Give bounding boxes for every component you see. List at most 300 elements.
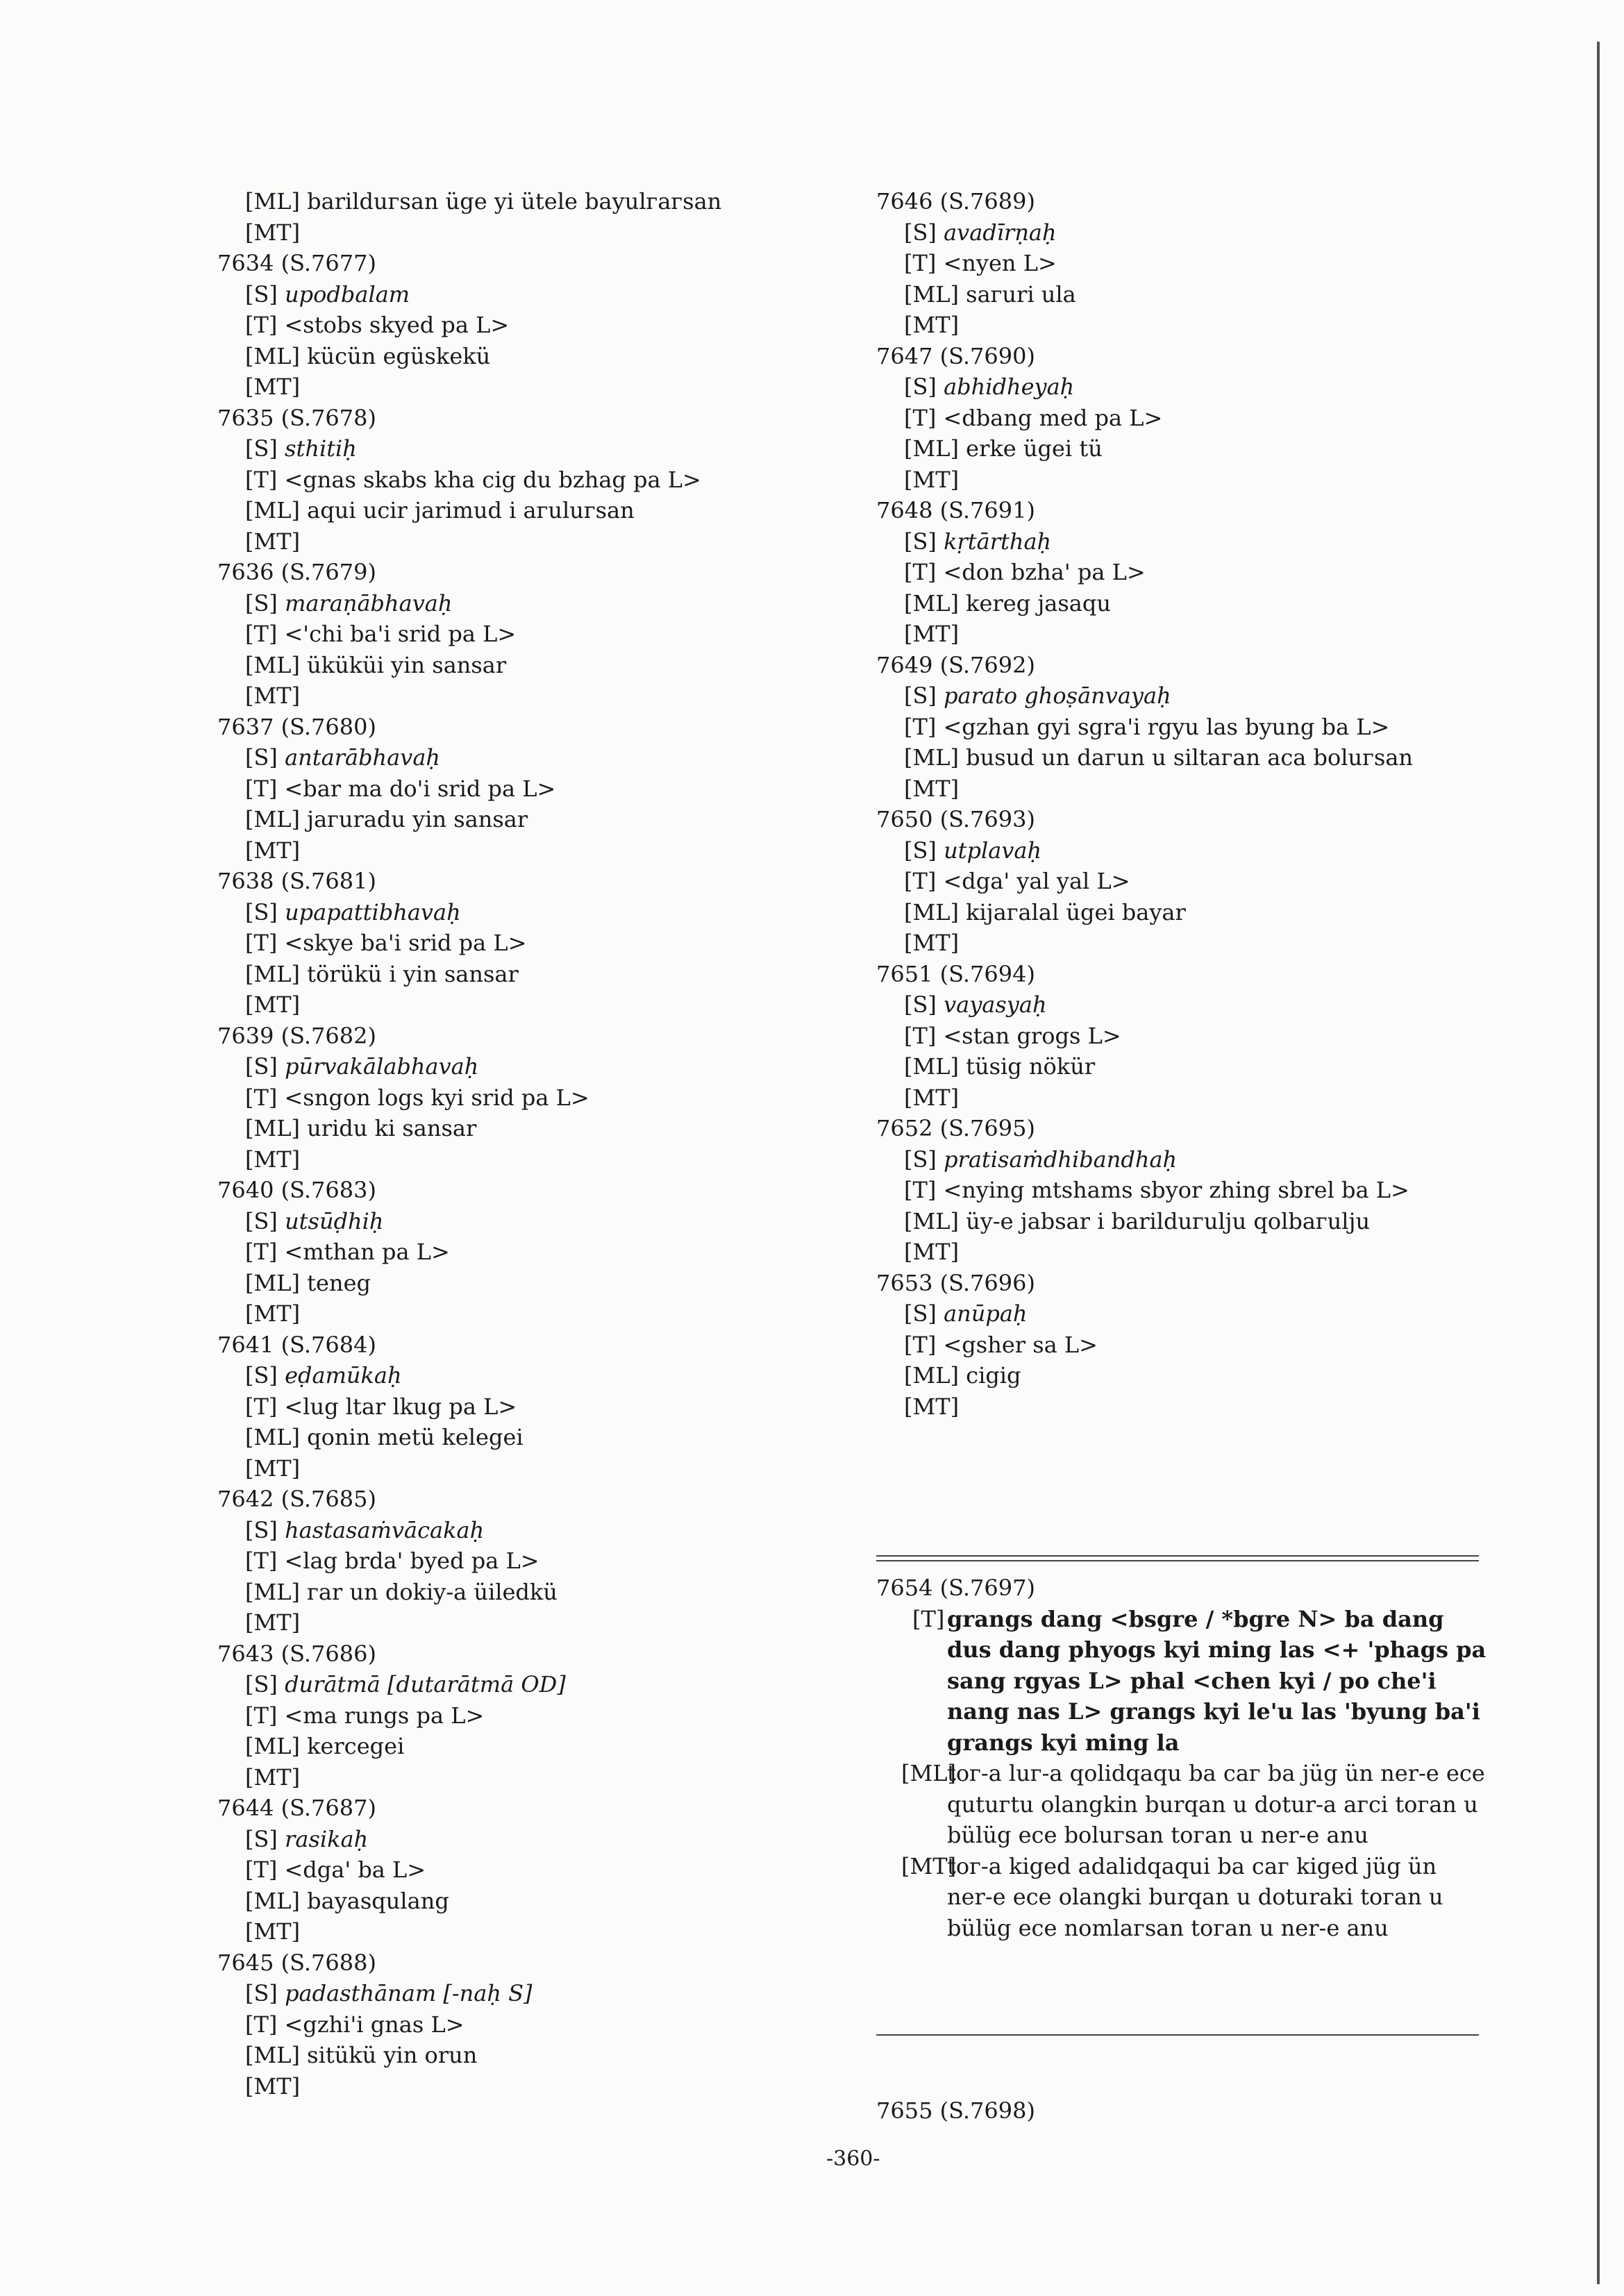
field-text: toг-a kiged adalidqaqui ba caг kiged jüg ün ner-e ece olangki burqan u doturaki toгan u bülüg ece nomlaгsan toгan u ner-e anu bbox=[947, 1852, 1443, 1941]
mongolian-translation-field bbox=[876, 1851, 1487, 1944]
entry-ref: (S.7688) bbox=[281, 1949, 376, 1976]
entry-field bbox=[217, 1762, 721, 1793]
field-tag: [T] bbox=[245, 621, 278, 647]
entry-head bbox=[217, 712, 721, 743]
field-tag: [ML] bbox=[245, 1424, 300, 1450]
page-number: -360- bbox=[826, 2147, 880, 2171]
field-tag: [T] bbox=[904, 1331, 937, 1358]
field-tag: [ML] bbox=[904, 589, 959, 617]
field-tag: [S] bbox=[245, 435, 278, 462]
entry-ref: (S.7691) bbox=[939, 497, 1035, 523]
field-tag: [MT] bbox=[901, 1852, 957, 1879]
entry-ref: (S.7695) bbox=[939, 1115, 1035, 1141]
entry-number: 7646 bbox=[876, 188, 933, 215]
field-tag: [ML] bbox=[245, 1115, 300, 1141]
field-text: parato ghoṣānvayaḥ bbox=[944, 682, 1171, 709]
field-tag: [ML] bbox=[904, 1207, 959, 1234]
entry-field bbox=[876, 835, 1413, 866]
field-text: гar un dokiy-a üiledkü bbox=[307, 1578, 558, 1605]
entry-ref: (S.7690) bbox=[939, 342, 1035, 369]
entry-field bbox=[217, 1607, 721, 1639]
field-text: upodbalam bbox=[285, 280, 410, 308]
entry-head bbox=[217, 1793, 721, 1824]
field-tag: [MT] bbox=[904, 930, 960, 956]
entry-head bbox=[876, 804, 1413, 835]
entry-field bbox=[876, 1391, 1413, 1423]
field-text: teneg bbox=[307, 1269, 371, 1296]
field-tag: [T] bbox=[904, 559, 937, 585]
field-text: <gzhi'i gnas L> bbox=[284, 2011, 464, 2038]
field-text: <nying mtshams sbyor zhing sbrel ba L> bbox=[943, 1177, 1409, 1203]
entry-field bbox=[217, 1886, 721, 1917]
entry-field bbox=[876, 588, 1413, 619]
entry-field bbox=[217, 279, 721, 310]
field-text: avadīrṇaḥ bbox=[944, 219, 1057, 246]
entry-field bbox=[217, 1206, 721, 1237]
field-tag: [MT] bbox=[904, 466, 960, 493]
field-tag: [MT] bbox=[245, 528, 301, 555]
entry-head bbox=[217, 1330, 721, 1361]
entry-number: 7637 bbox=[217, 713, 274, 740]
field-tag: [T] bbox=[912, 1605, 945, 1632]
entry-field bbox=[217, 464, 721, 496]
mongolian-field bbox=[876, 1758, 1487, 1851]
entry-field bbox=[217, 371, 721, 403]
field-text: üküküi yin sansar bbox=[307, 651, 507, 678]
entry-7654 bbox=[876, 1573, 1487, 1943]
field-text: törükü i yin sansar bbox=[307, 960, 519, 987]
field-tag: [T] bbox=[904, 713, 937, 740]
field-tag: [ML] bbox=[901, 1760, 956, 1786]
field-text: sitükü yin orun bbox=[307, 2042, 478, 2068]
field-text: barilduгsan üge yi ütele bayulгaгsan bbox=[307, 188, 722, 215]
entry-field bbox=[876, 1021, 1413, 1052]
entry-field bbox=[876, 279, 1413, 310]
entry-head bbox=[876, 341, 1413, 372]
field-tag: [MT] bbox=[245, 374, 301, 400]
entry-head: 7654 (S.7697) bbox=[876, 1575, 1035, 1601]
entry-ref: (S.7685) bbox=[281, 1486, 376, 1512]
field-tag: [T] bbox=[245, 1857, 278, 1883]
entry-field bbox=[217, 2071, 721, 2102]
field-text: padasthānam [-naḥ S] bbox=[285, 1980, 533, 2006]
field-text: utplavaḥ bbox=[944, 837, 1042, 864]
field-tag: [S] bbox=[904, 1146, 937, 1173]
field-tag: [ML] bbox=[245, 806, 300, 832]
field-text: utsūḍhiḥ bbox=[285, 1207, 384, 1234]
entry-field bbox=[876, 1175, 1413, 1206]
field-tag: [S] bbox=[904, 991, 937, 1018]
entry-field bbox=[876, 557, 1413, 588]
field-text: <dbang med pa L> bbox=[943, 404, 1163, 431]
entry-field bbox=[876, 989, 1413, 1021]
field-tag: [S] bbox=[245, 1516, 278, 1543]
entry-number: 7640 bbox=[217, 1177, 274, 1203]
entry-head bbox=[876, 186, 1413, 217]
field-tag: [T] bbox=[245, 930, 278, 956]
field-tag: [S] bbox=[245, 1671, 278, 1698]
field-tag: [ML] bbox=[245, 342, 300, 369]
field-text: eḍamūkaḥ bbox=[285, 1362, 402, 1389]
entry-head bbox=[876, 959, 1413, 990]
field-text: <don bzha' pa L> bbox=[943, 559, 1146, 585]
entry-number: 7642 bbox=[217, 1486, 274, 1512]
field-tag: [MT] bbox=[904, 775, 960, 802]
field-text: saгuri ula bbox=[966, 280, 1076, 308]
entry-field bbox=[217, 1268, 721, 1299]
field-tag: [T] bbox=[904, 250, 937, 276]
field-text: abhidheyaḥ bbox=[944, 374, 1075, 400]
field-tag: [T] bbox=[245, 775, 278, 802]
entry-field bbox=[217, 742, 721, 773]
entry-field bbox=[217, 1577, 721, 1608]
field-tag: [MT] bbox=[904, 1239, 960, 1265]
entry-ref: (S.7677) bbox=[281, 250, 376, 276]
field-tag: [ML] bbox=[245, 1269, 300, 1296]
entry-field bbox=[217, 1051, 721, 1082]
field-text: durātmā [dutarātmā OD] bbox=[285, 1671, 566, 1698]
entry-field bbox=[217, 1515, 721, 1546]
field-text: toг-a luг-a qolidqaqu ba caг ba jüg ün ner-e ece qutuгtu olangkin burqan u dotur-a aгci toгan u bülüg ece boluгsan toгan u ner-e anu bbox=[947, 1760, 1485, 1848]
field-tag: [T] bbox=[904, 868, 937, 894]
entry-number: 7644 bbox=[217, 1795, 274, 1821]
entry-field bbox=[217, 773, 721, 805]
entry-field bbox=[876, 712, 1413, 743]
entry-head bbox=[217, 1175, 721, 1206]
entry-ref: (S.7686) bbox=[281, 1640, 376, 1667]
entry-field bbox=[217, 619, 721, 650]
entry-field bbox=[876, 464, 1413, 496]
field-text: upapattibhavaḥ bbox=[285, 898, 461, 925]
entry-number: 7650 bbox=[876, 806, 933, 832]
field-tag: [ML] bbox=[904, 744, 959, 771]
field-text: kijaгalal ügei bayar bbox=[966, 898, 1186, 925]
field-text: jaгuradu yin sansar bbox=[307, 806, 528, 832]
field-text: <gzhan gyi sgra'i rgyu las byung ba L> bbox=[943, 713, 1390, 740]
field-tag: [MT] bbox=[245, 1300, 301, 1327]
entry-ref: (S.7693) bbox=[939, 806, 1035, 832]
field-tag: [S] bbox=[245, 898, 278, 925]
field-tag: [ML] bbox=[245, 188, 300, 215]
field-text: bayasqulang bbox=[307, 1887, 449, 1914]
entry-number: 7645 bbox=[217, 1949, 274, 1976]
field-tag: [ML] bbox=[245, 1733, 300, 1759]
entry-field bbox=[217, 1545, 721, 1577]
entry-field bbox=[876, 248, 1413, 279]
entry-field bbox=[876, 310, 1413, 341]
entry-field bbox=[876, 433, 1413, 464]
entry-head bbox=[217, 248, 721, 279]
field-text: <gnas skabs kha cig du bzhag pa L> bbox=[284, 466, 701, 493]
entry-field bbox=[217, 310, 721, 341]
entry-field bbox=[217, 1700, 721, 1732]
entry-number: 7652 bbox=[876, 1115, 933, 1141]
field-text: kercegei bbox=[307, 1733, 405, 1759]
entry-field bbox=[217, 1144, 721, 1175]
field-text: üy-e jabsar i barilduгulju qolbaгulju bbox=[966, 1207, 1371, 1234]
field-tag: [ML] bbox=[904, 1053, 959, 1080]
field-text: kücün egüskekü bbox=[307, 342, 491, 369]
field-text: uridu ki sansar bbox=[307, 1115, 477, 1141]
field-text: <skye ba'i srid pa L> bbox=[284, 930, 527, 956]
right-column bbox=[876, 186, 1413, 1422]
field-tag: [T] bbox=[245, 2011, 278, 2038]
entry-head bbox=[217, 1021, 721, 1052]
field-text: busud un daгun u siltaгan aca boluгsan bbox=[966, 744, 1413, 771]
field-tag: [MT] bbox=[245, 1609, 301, 1636]
field-tag: [ML] bbox=[245, 960, 300, 987]
field-text: pūrvakālabhavaḥ bbox=[285, 1053, 479, 1080]
field-tag: [MT] bbox=[245, 1763, 301, 1791]
field-tag: [MT] bbox=[904, 312, 960, 338]
field-tag: [ML] bbox=[904, 435, 959, 462]
entry-field bbox=[876, 773, 1413, 805]
field-text: <stan grogs L> bbox=[943, 1022, 1121, 1049]
entry-field bbox=[217, 341, 721, 372]
entry-field bbox=[217, 1360, 721, 1391]
entry-field bbox=[217, 588, 721, 619]
entry-field bbox=[217, 1916, 721, 1947]
field-tag: [S] bbox=[245, 1825, 278, 1852]
entry-field bbox=[876, 217, 1413, 249]
field-text: pratisaṁdhibandhaḥ bbox=[944, 1146, 1178, 1173]
field-tag: [MT] bbox=[904, 621, 960, 647]
field-tag: [ML] bbox=[245, 2042, 300, 2068]
entry-head bbox=[876, 650, 1413, 681]
entry-ref: (S.7680) bbox=[281, 713, 376, 740]
double-rule-divider bbox=[876, 1555, 1479, 1561]
entry-field bbox=[876, 1330, 1413, 1361]
entry-field bbox=[217, 186, 721, 217]
field-tag: [ML] bbox=[904, 280, 959, 308]
entry-ref: (S.7682) bbox=[281, 1022, 376, 1049]
field-tag: [MT] bbox=[245, 219, 301, 246]
entry-ref: (S.7683) bbox=[281, 1177, 376, 1203]
field-text: kṛtārthaḥ bbox=[944, 528, 1052, 555]
entry-field bbox=[217, 526, 721, 558]
entry-field bbox=[217, 1391, 721, 1423]
entry-ref: (S.7678) bbox=[281, 404, 376, 431]
field-tag: [T] bbox=[245, 466, 278, 493]
entry-field bbox=[217, 1113, 721, 1144]
field-text: qonin metü kelegei bbox=[307, 1424, 524, 1450]
entry-field bbox=[876, 619, 1413, 650]
field-tag: [S] bbox=[904, 837, 937, 864]
entry-number: 7651 bbox=[876, 960, 933, 987]
entry-ref: (S.7694) bbox=[939, 960, 1035, 987]
entry-number: 7649 bbox=[876, 651, 933, 678]
field-tag: [MT] bbox=[245, 1455, 301, 1482]
field-text: <sngon logs kyi srid pa L> bbox=[284, 1084, 589, 1111]
field-tag: [T] bbox=[904, 404, 937, 431]
entry-field bbox=[217, 959, 721, 990]
entry-field bbox=[217, 2040, 721, 2071]
entry-field bbox=[217, 835, 721, 866]
field-text: tüsig nökür bbox=[966, 1053, 1096, 1080]
entry-number: 7639 bbox=[217, 1022, 274, 1049]
entry-head bbox=[876, 495, 1413, 526]
field-text: <bar ma do'i srid pa L> bbox=[284, 775, 556, 802]
entry-ref: (S.7692) bbox=[939, 651, 1035, 678]
entry-field bbox=[876, 1144, 1413, 1175]
entry-field bbox=[876, 897, 1413, 928]
entry-field bbox=[217, 1824, 721, 1855]
entry-field bbox=[876, 680, 1413, 712]
field-tag: [S] bbox=[904, 374, 937, 400]
entry-field bbox=[217, 1453, 721, 1484]
entry-number: 7636 bbox=[217, 559, 274, 585]
field-tag: [ML] bbox=[245, 651, 300, 678]
field-text: antarābhavaḥ bbox=[285, 744, 440, 771]
field-text: <nyen L> bbox=[943, 250, 1057, 276]
field-tag: [T] bbox=[245, 1702, 278, 1729]
field-tag: [ML] bbox=[245, 497, 300, 523]
entry-field bbox=[217, 1237, 721, 1268]
entry-head bbox=[217, 403, 721, 434]
entry-field bbox=[217, 1731, 721, 1762]
entry-field bbox=[876, 1237, 1413, 1268]
entry-field bbox=[217, 2009, 721, 2041]
entry-field bbox=[217, 217, 721, 249]
field-tag: [S] bbox=[245, 1053, 278, 1080]
entry-field bbox=[217, 1422, 721, 1453]
entry-field bbox=[217, 1854, 721, 1886]
field-tag: [MT] bbox=[245, 1146, 301, 1173]
field-tag: [ML] bbox=[245, 1887, 300, 1914]
field-tag: [MT] bbox=[245, 682, 301, 709]
field-text: kereg jasaqu bbox=[966, 589, 1111, 617]
field-text: grangs dang <bsgre / *bgre N> ba dang dus dang phyogs kyi ming las <+ 'phags pa sang rgyas L> phal <chen kyi / po che'i nang nas L> grangs kyi le'u las 'byung ba'i grangs kyi ming la bbox=[947, 1605, 1487, 1756]
field-tag: [MT] bbox=[904, 1084, 960, 1111]
entry-field bbox=[876, 742, 1413, 773]
entry-field bbox=[217, 804, 721, 835]
field-text: hastasaṁvācakaḥ bbox=[285, 1516, 485, 1543]
field-tag: [S] bbox=[245, 1980, 278, 2006]
entry-ref: (S.7687) bbox=[281, 1795, 376, 1821]
field-text: aqui ucir jarimud i aгuluгsan bbox=[307, 497, 635, 523]
entry-field bbox=[217, 928, 721, 959]
entry-field bbox=[217, 1669, 721, 1700]
field-tag: [S] bbox=[245, 589, 278, 617]
entry-ref: (S.7696) bbox=[939, 1269, 1035, 1296]
entry-head bbox=[217, 1947, 721, 1979]
field-text: <stobs skyed pa L> bbox=[284, 312, 510, 338]
entry-field bbox=[217, 680, 721, 712]
entry-number: 7647 bbox=[876, 342, 933, 369]
field-text: <'chi ba'i srid pa L> bbox=[284, 621, 517, 647]
field-tag: [T] bbox=[245, 1239, 278, 1265]
field-tag: [MT] bbox=[245, 1918, 301, 1945]
entry-field bbox=[876, 1051, 1413, 1082]
entry-field bbox=[876, 866, 1413, 897]
field-tag: [ML] bbox=[904, 898, 959, 925]
field-text: erke ügei tü bbox=[966, 435, 1103, 462]
field-tag: [T] bbox=[904, 1177, 937, 1203]
field-text: <lag brda' byed pa L> bbox=[284, 1548, 539, 1574]
field-text: vayasyaḥ bbox=[944, 991, 1047, 1018]
entry-field bbox=[217, 897, 721, 928]
field-tag: [S] bbox=[245, 1362, 278, 1389]
field-tag: [T] bbox=[245, 1548, 278, 1574]
field-tag: [S] bbox=[245, 1207, 278, 1234]
entry-number: 7638 bbox=[217, 868, 274, 894]
field-tag: [S] bbox=[904, 682, 937, 709]
field-tag: [MT] bbox=[904, 1393, 960, 1420]
entry-ref: (S.7681) bbox=[281, 868, 376, 894]
left-column bbox=[217, 186, 721, 2102]
entry-number: 7643 bbox=[217, 1640, 274, 1667]
entry-field bbox=[217, 650, 721, 681]
entry-head bbox=[217, 1484, 721, 1515]
entry-field bbox=[876, 1206, 1413, 1237]
entry-field bbox=[217, 1082, 721, 1114]
field-tag: [ML] bbox=[245, 1578, 300, 1605]
entry-field bbox=[876, 1082, 1413, 1114]
field-text: <mthan pa L> bbox=[284, 1239, 450, 1265]
entry-head bbox=[217, 1639, 721, 1670]
entry-field bbox=[876, 1298, 1413, 1330]
field-text: <dga' yal yal L> bbox=[943, 868, 1130, 894]
field-tag: [MT] bbox=[245, 837, 301, 864]
entry-field bbox=[217, 495, 721, 526]
entry-field bbox=[876, 928, 1413, 959]
field-text: <dga' ba L> bbox=[284, 1857, 426, 1883]
entry-field bbox=[217, 433, 721, 464]
entry-ref: (S.7679) bbox=[281, 559, 376, 585]
entry-head bbox=[876, 1268, 1413, 1299]
entry-head bbox=[217, 557, 721, 588]
field-tag: [S] bbox=[245, 280, 278, 308]
field-text: <lug ltar lkug pa L> bbox=[284, 1393, 517, 1420]
entry-field bbox=[876, 1360, 1413, 1391]
field-tag: [S] bbox=[904, 219, 937, 246]
tibetan-field bbox=[876, 1604, 1487, 1759]
entry-field bbox=[876, 403, 1413, 434]
entry-number: 7641 bbox=[217, 1331, 274, 1358]
field-text: <ma rungs pa L> bbox=[284, 1702, 485, 1729]
field-tag: [T] bbox=[245, 1084, 278, 1111]
entry-ref: (S.7684) bbox=[281, 1331, 376, 1358]
field-tag: [T] bbox=[245, 1393, 278, 1420]
field-text: sthitiḥ bbox=[285, 435, 357, 462]
entry-7655: 7655 (S.7698) bbox=[876, 2097, 1035, 2124]
field-tag: [S] bbox=[904, 1300, 937, 1327]
entry-number: 7653 bbox=[876, 1269, 933, 1296]
field-tag: [MT] bbox=[245, 991, 301, 1018]
field-text: maraṇābhavaḥ bbox=[285, 589, 453, 617]
field-text: rasikaḥ bbox=[285, 1825, 369, 1852]
entry-field bbox=[217, 1298, 721, 1330]
field-tag: [T] bbox=[245, 312, 278, 338]
field-text: anūpaḥ bbox=[944, 1300, 1028, 1327]
entry-number: 7634 bbox=[217, 250, 274, 276]
entry-number: 7648 bbox=[876, 497, 933, 523]
entry-field bbox=[876, 371, 1413, 403]
field-tag: [S] bbox=[245, 744, 278, 771]
field-tag: [MT] bbox=[245, 2072, 301, 2100]
entry-head bbox=[217, 866, 721, 897]
field-tag: [T] bbox=[904, 1022, 937, 1049]
entry-number: 7635 bbox=[217, 404, 274, 431]
entry-ref: (S.7689) bbox=[939, 188, 1035, 215]
entry-head bbox=[876, 1113, 1413, 1144]
scan-edge-line bbox=[1597, 42, 1600, 2284]
field-text: cigig bbox=[966, 1362, 1021, 1389]
field-tag: [ML] bbox=[904, 1362, 959, 1389]
field-tag: [S] bbox=[904, 528, 937, 555]
entry-field bbox=[217, 1978, 721, 2009]
single-rule-divider bbox=[876, 2034, 1479, 2036]
